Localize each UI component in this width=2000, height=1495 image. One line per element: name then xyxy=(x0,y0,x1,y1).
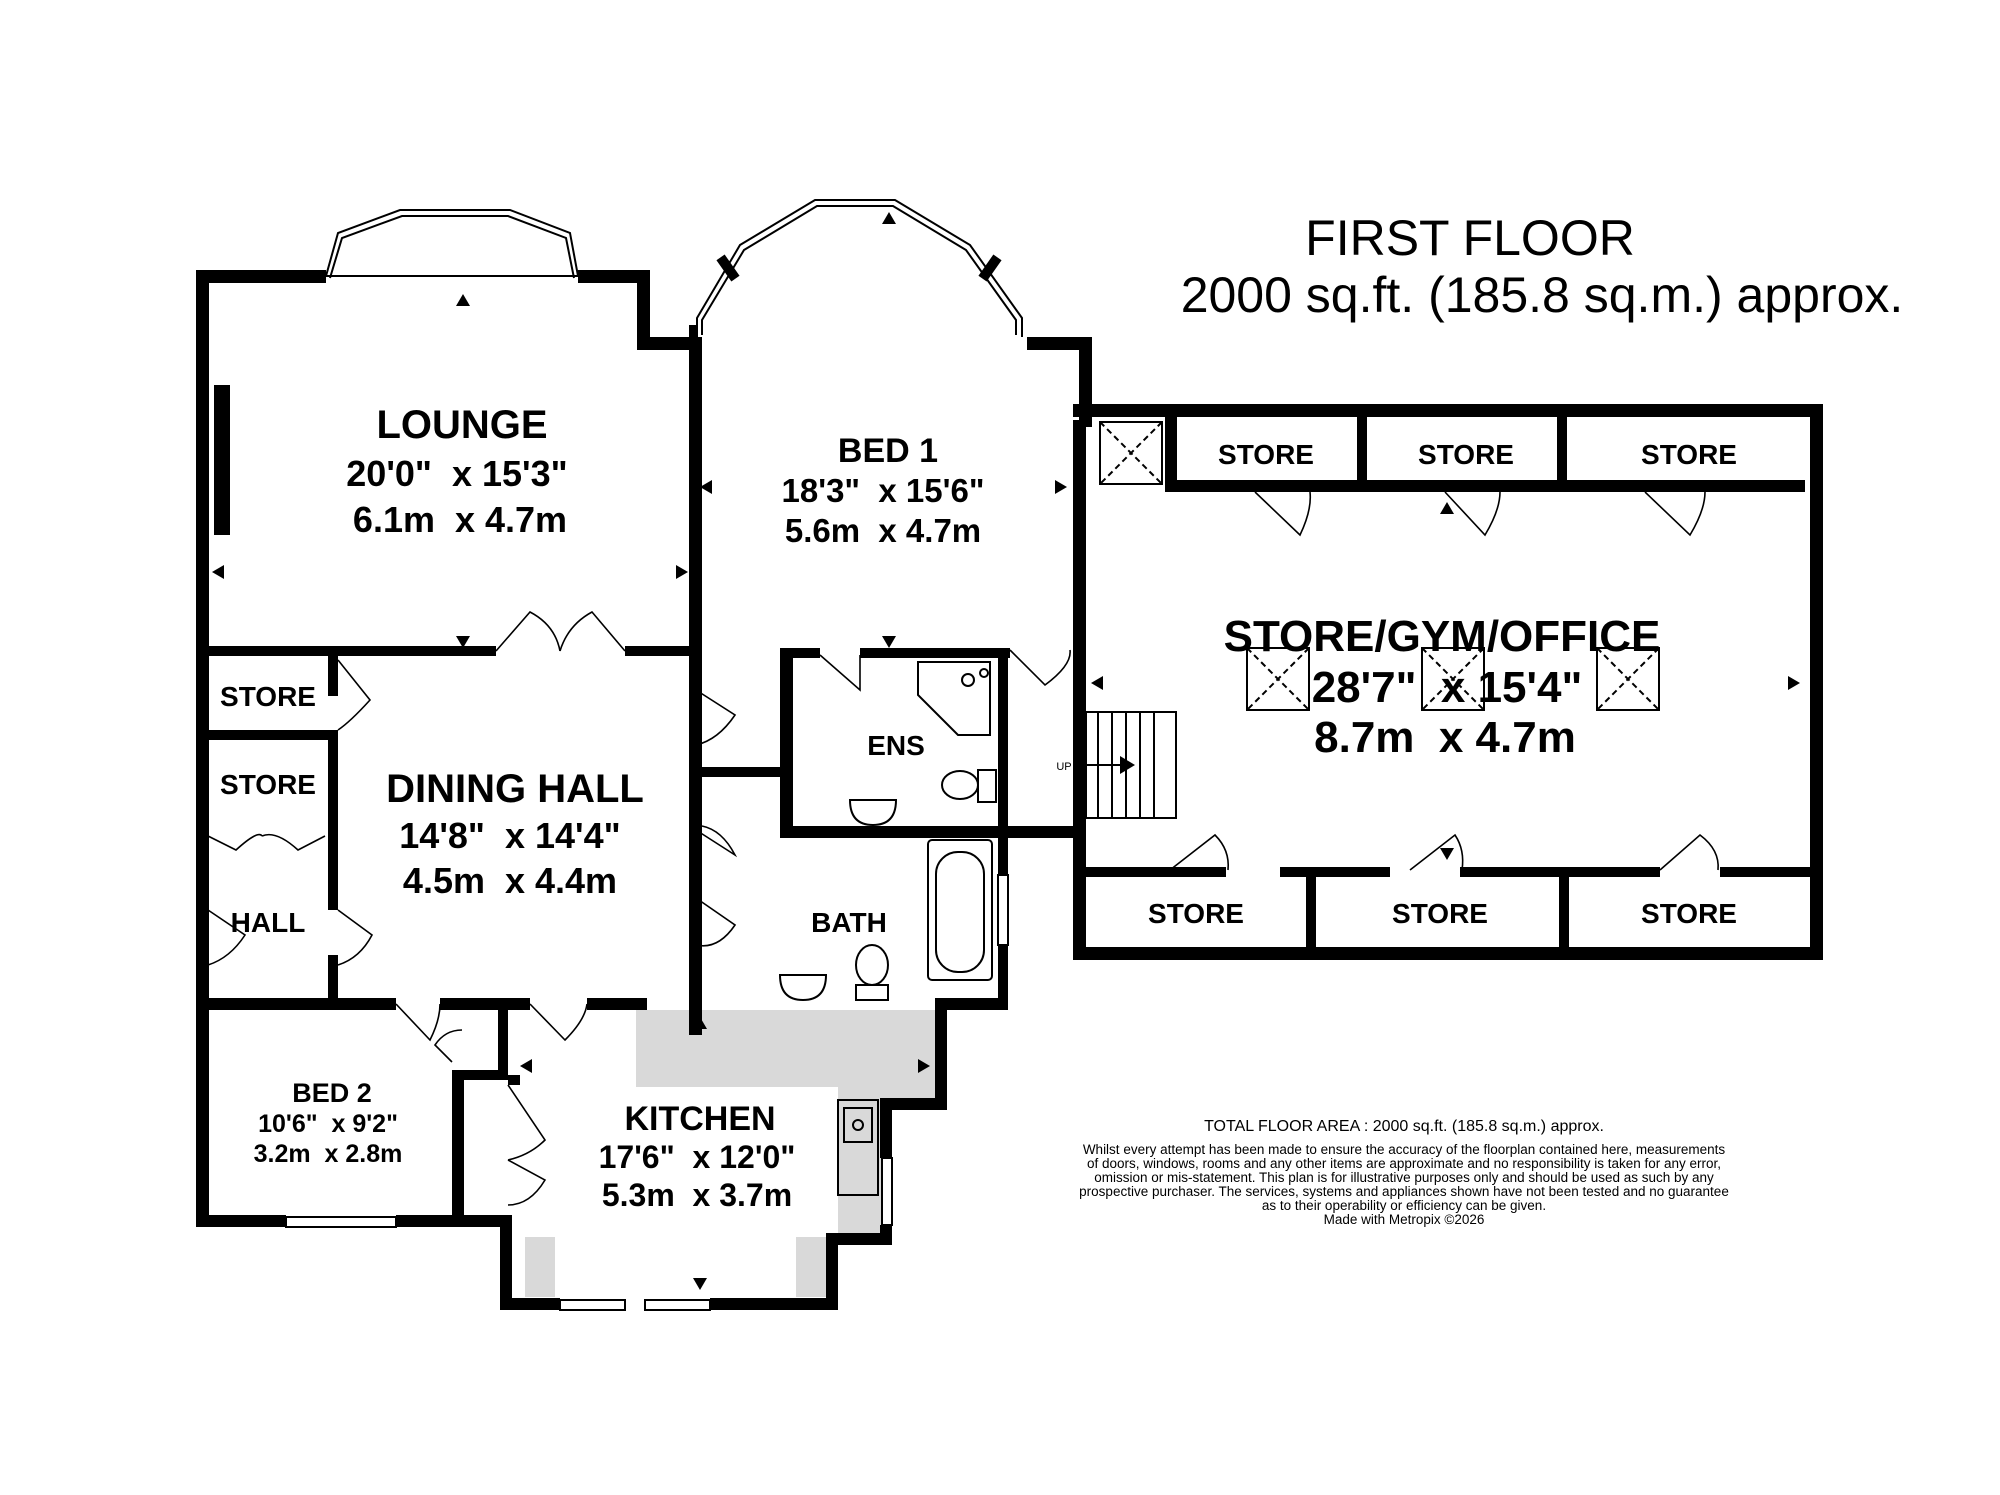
bed2-name: BED 2 xyxy=(292,1078,372,1108)
store-label: STORE xyxy=(1641,439,1737,470)
disclaimer-line: omission or mis-statement. This plan is for illustrative purposes only and should be used as such by any xyxy=(1094,1170,1714,1185)
store-label: STORE xyxy=(1641,898,1737,929)
kitchen-metric: 5.3m x 3.7m xyxy=(601,1177,793,1213)
store-label: STORE xyxy=(1418,439,1514,470)
gym-metric: 8.7m x 4.7m xyxy=(1314,713,1576,762)
floor-title: FIRST FLOOR xyxy=(1305,210,1635,266)
lounge-name: LOUNGE xyxy=(376,403,548,447)
ens-name: ENS xyxy=(867,730,925,761)
bed1-name: BED 1 xyxy=(837,432,939,470)
store-label: STORE xyxy=(220,681,316,712)
dining-name: DINING HALL xyxy=(386,767,644,811)
bed2-metric: 3.2m x 2.8m xyxy=(253,1140,403,1168)
floor-area: 2000 sq.ft. (185.8 sq.m.) approx. xyxy=(1180,267,1904,323)
store-label: STORE xyxy=(1148,898,1244,929)
store-label: STORE xyxy=(220,769,316,800)
stairs xyxy=(1086,712,1176,818)
disclaimer-line: prospective purchaser. The services, systems and appliances shown have not been tested and no guarantee xyxy=(1079,1184,1729,1199)
lounge-metric: 6.1m x 4.7m xyxy=(352,499,568,540)
hall-name: HALL xyxy=(230,907,306,938)
disclaimer-line: of doors, windows, rooms and any other items are approximate and no responsibility is taken for any error, xyxy=(1086,1156,1722,1171)
dining-imperial: 14'8" x 14'4" xyxy=(399,815,621,856)
bath-name: BATH xyxy=(811,907,887,938)
bed2-imperial: 10'6" x 9'2" xyxy=(258,1110,398,1138)
gym-imperial: 28'7" x 15'4" xyxy=(1311,663,1583,712)
store-label: STORE xyxy=(1392,898,1488,929)
dining-metric: 4.5m x 4.4m xyxy=(402,860,618,901)
kitchen-imperial: 17'6" x 12'0" xyxy=(598,1139,796,1175)
total-floor-area: TOTAL FLOOR AREA : 2000 sq.ft. (185.8 sq.m.) approx. xyxy=(1204,1118,1604,1135)
made-with-credit: Made with Metropix ©2026 xyxy=(1323,1212,1485,1227)
bed1-metric: 5.6m x 4.7m xyxy=(784,512,982,549)
bed1-imperial: 18'3" x 15'6" xyxy=(781,472,985,509)
store-label: STORE xyxy=(1218,439,1314,470)
disclaimer-line: Whilst every attempt has been made to ensure the accuracy of the floorplan contained here, measurements xyxy=(1082,1142,1726,1157)
lounge-imperial: 20'0" x 15'3" xyxy=(346,453,568,494)
disclaimer-line: as to their operability or efficiency can be given. xyxy=(1261,1198,1547,1213)
kitchen-name: KITCHEN xyxy=(624,1100,776,1138)
gym-name: STORE/GYM/OFFICE xyxy=(1223,612,1661,661)
stairs-up-label: UP xyxy=(1056,761,1072,773)
